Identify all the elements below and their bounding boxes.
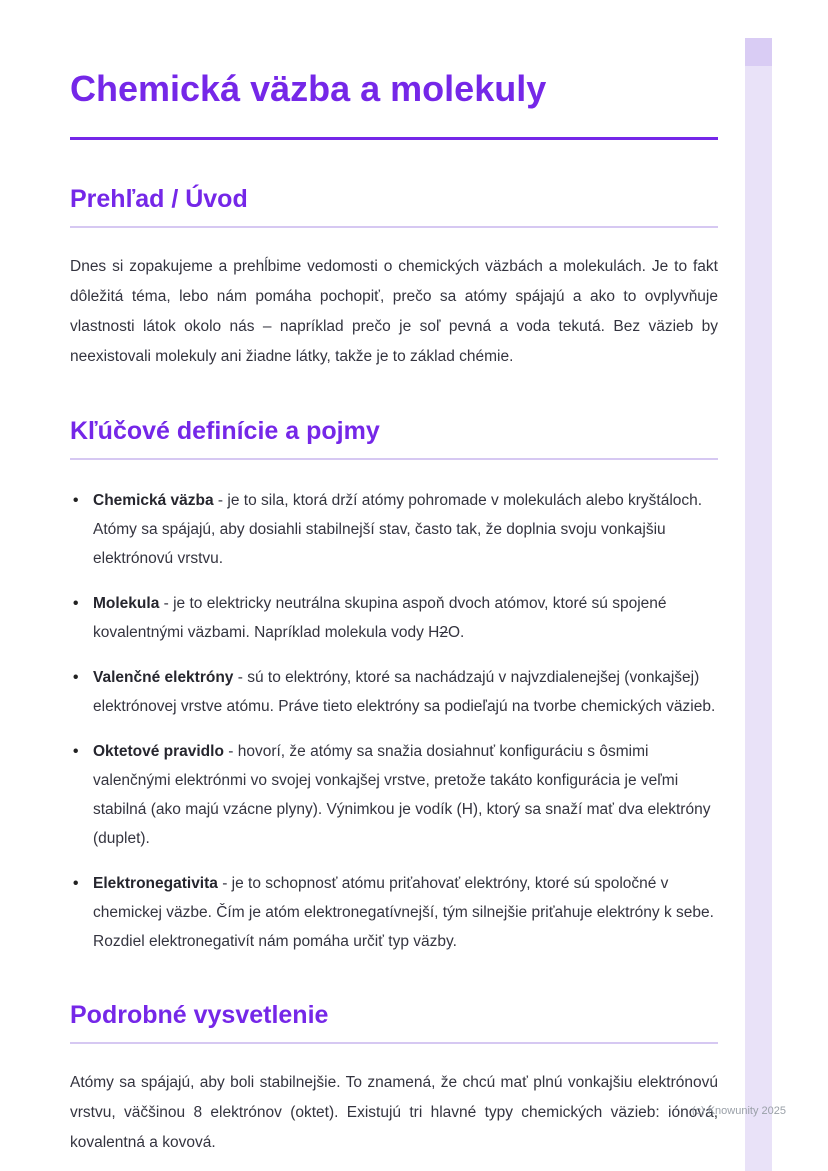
explanation-paragraph: Atómy sa spájajú, aby boli stabilnejšie. To znamená, že chcú mať plnú vonkajšiu elektrónovú vrstvu, väčšinou 8 elektrónov (oktet). Existujú tri hlavné typy chemických väzieb: iónová, kovalentná a kovová. (70, 1074, 718, 1152)
definition-item-chemicka-vazba (70, 486, 718, 573)
definition-text: - je to sila, ktorá drží atómy pohromade v molekulách alebo kryštáloch. Atómy sa spájajú, aby dosiahli stabilnejší stav, často tak, že doplnia svoju vonkajšiu elektrónovú vrstvu. (93, 492, 703, 568)
definitions-list (70, 486, 718, 956)
section-definitions (70, 416, 718, 956)
overview-paragraph: Dnes si zopakujeme a prehĺbime vedomosti o chemických väzbách a molekulách. Je to fakt dôležitá téma, lebo nám pomáha pochopiť, prečo sa atómy spájajú a ako to ovplyvňuje vlastnosti látok okolo nás – napríklad prečo je soľ pevná a voda tekutá. Bez väzieb by neexistovali molekuly ani žiadne látky, takže je to základ chémie. (70, 258, 718, 366)
definition-text: - je to elektricky neutrálna skupina aspoň dvoch atómov, ktoré sú spojené kovalentnými väzbami. Napríklad molekula vody H (93, 595, 667, 642)
definition-term: Oktetové pravidlo (93, 743, 224, 761)
section-overview (70, 184, 718, 372)
definition-term: Elektronegativita (93, 875, 218, 893)
page-edge-stripe (745, 66, 772, 1171)
definition-item-molekula (70, 589, 718, 647)
title-divider (70, 137, 718, 140)
formula-tail: O. (447, 624, 465, 642)
definition-item-elektronegativita (70, 869, 718, 956)
section-explanation-divider (70, 1042, 718, 1044)
document-content (70, 68, 718, 1158)
definition-term: Chemická väzba (93, 492, 214, 510)
definition-term: Molekula (93, 595, 160, 613)
definition-item-valencne-elektrony (70, 663, 718, 721)
definition-text: - sú to elektróny, ktoré sa nachádzajú v najvzdialenejšej (vonkajšej) elektrónovej vrstve atómu. Práve tieto elektróny sa podieľajú na tvorbe chemických väzieb. (93, 669, 716, 716)
definition-item-oktetove-pravidlo (70, 737, 718, 853)
definition-text: - je to schopnosť atómu priťahovať elektróny, ktoré sú spoločné v chemickej väzbe. Čím je atóm elektronegatívnejší, tým silnejšie priťahuje elektróny k sebe. Rozdiel elektronegativít nám pomáha určiť typ väzby. (93, 875, 714, 951)
definition-term: Valenčné elektróny (93, 669, 234, 687)
page-edge-stripe-cap (745, 38, 772, 66)
section-explanation-heading: Podrobné vysvetlenie (70, 1001, 329, 1030)
formula-subscript: 2 (439, 624, 448, 642)
section-definitions-heading: Kľúčové definície a pojmy (70, 417, 380, 446)
section-explanation (70, 1000, 718, 1158)
page-footer: (c) Knowunity 2025 (691, 1105, 786, 1117)
section-definitions-divider (70, 458, 718, 460)
page-title: Chemická väzba a molekuly (70, 68, 547, 109)
section-overview-divider (70, 226, 718, 228)
definition-text: - hovorí, že atómy sa snažia dosiahnuť konfiguráciu s ôsmimi valenčnými elektrónmi vo svojej vonkajšej vrstve, pretože takáto konfigurácia je veľmi stabilná (ako majú vzácne plyny). Výnimkou je vodík (H), ktorý sa snaží mať dva elektróny (duplet). (93, 743, 711, 848)
section-overview-heading: Prehľad / Úvod (70, 185, 248, 214)
